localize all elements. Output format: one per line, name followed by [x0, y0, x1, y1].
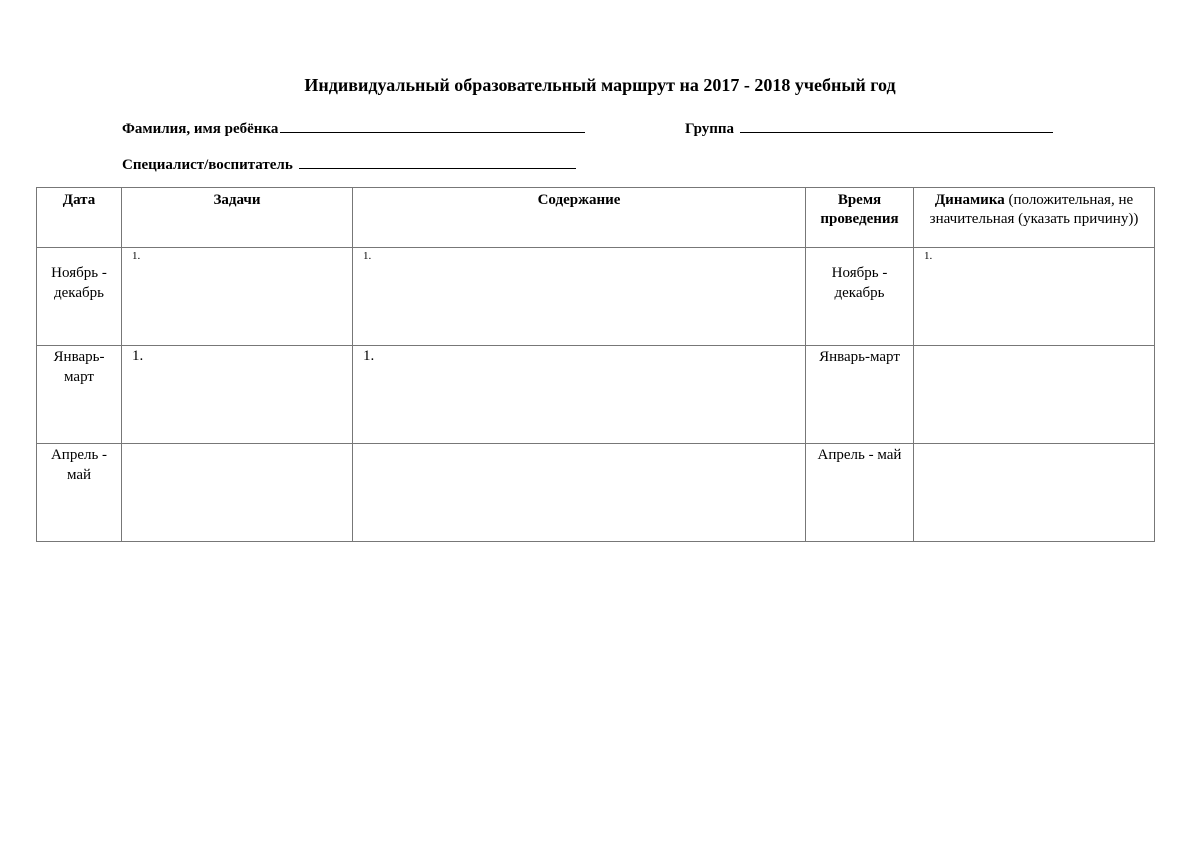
date-cell	[37, 248, 122, 346]
header-date: Дата	[37, 188, 122, 248]
dynamics-cell[interactable]	[914, 248, 1155, 346]
time-text: Апрель - май	[817, 447, 902, 463]
table-row	[37, 444, 1155, 542]
tasks-cell[interactable]	[122, 248, 353, 346]
header-dynamics-bold: Динамика	[934, 192, 1005, 208]
tasks-cell[interactable]	[122, 444, 353, 542]
content-text	[353, 444, 805, 446]
document-title: Индивидуальный образовательный маршрут на 2017 - 2018 учебный год	[304, 75, 896, 95]
group-blank-line[interactable]	[740, 118, 1053, 133]
dynamics-cell[interactable]	[914, 346, 1155, 444]
group-field	[685, 118, 1053, 138]
dynamics-cell[interactable]	[914, 444, 1155, 542]
date-cell	[37, 346, 122, 444]
content-cell[interactable]	[353, 444, 806, 542]
table-header-row	[37, 188, 1155, 248]
content-cell[interactable]	[353, 248, 806, 346]
tasks-cell[interactable]	[122, 346, 353, 444]
specialist-label: Специалист/воспитатель	[122, 157, 293, 173]
header-time: Время проведения	[806, 188, 914, 248]
content-cell[interactable]	[353, 346, 806, 444]
header-tasks: Задачи	[122, 188, 353, 248]
content-text: 1.	[363, 348, 375, 364]
table-row	[37, 248, 1155, 346]
child-name-label: Фамилия, имя ребёнка	[122, 121, 279, 137]
time-text: Январь-март	[819, 349, 900, 365]
time-cell	[806, 444, 914, 542]
date-text: Ноябрь - декабрь	[51, 265, 107, 301]
content-text: 1.	[363, 250, 372, 262]
time-text: Ноябрь - декабрь	[831, 265, 888, 301]
header-dynamics-note: (положительная, не значительная (указать причину))	[929, 192, 1139, 227]
header-dynamics	[914, 188, 1155, 248]
route-plan-table	[36, 187, 1155, 542]
table-row	[37, 346, 1155, 444]
time-cell	[806, 248, 914, 346]
time-cell	[806, 346, 914, 444]
tasks-text: 1.	[132, 348, 144, 364]
tasks-text: 1.	[132, 250, 141, 262]
dynamics-text	[914, 444, 1154, 446]
header-content: Содержание	[353, 188, 806, 248]
group-label: Группа	[685, 121, 735, 137]
dynamics-text	[914, 346, 1154, 348]
date-cell	[37, 444, 122, 542]
date-text: Январь-март	[53, 349, 105, 385]
child-name-blank-line[interactable]	[280, 118, 585, 133]
tasks-text	[122, 444, 352, 446]
date-text: Апрель - май	[50, 447, 108, 483]
specialist-field	[122, 154, 576, 174]
specialist-blank-line[interactable]	[299, 154, 576, 169]
dynamics-text: 1.	[924, 250, 933, 262]
child-name-field	[122, 118, 585, 138]
